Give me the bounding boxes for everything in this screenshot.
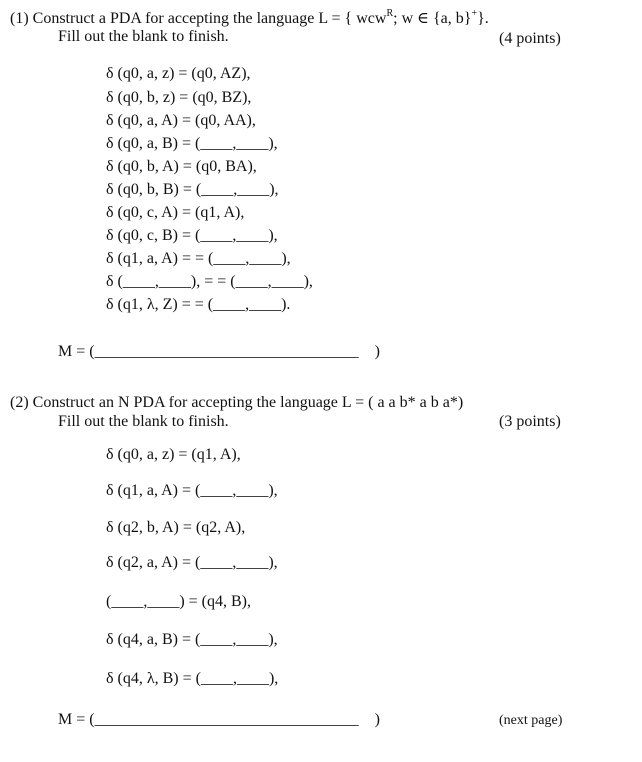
q1-transition: δ (q1, a, A) = = (____,____), [106, 250, 291, 267]
q1-transition: δ (q0, a, z) = (q0, AZ), [106, 65, 251, 82]
q1-points: (4 points) [499, 30, 561, 47]
q1-transition: δ (q0, b, z) = (q0, BZ), [106, 89, 252, 106]
q2-transition: δ (q0, a, z) = (q1, A), [106, 446, 241, 463]
q1-transition: δ (q0, c, A) = (q1, A), [106, 204, 245, 221]
q1-transition: δ (q1, λ, Z) = = (____,____). [106, 296, 291, 313]
q1-machine-definition: M = (_________________________________ ) [58, 343, 380, 360]
q2-points: (3 points) [499, 413, 561, 430]
q1-header-sup2: + [471, 8, 478, 19]
q1-header-sup: R [386, 8, 394, 19]
q2-transition: δ (q2, a, A) = (____,____), [106, 554, 278, 571]
q2-transition: δ (q1, a, A) = (____,____), [106, 482, 278, 499]
next-page-note: (next page) [499, 713, 563, 728]
q1-header-suffix: }. [477, 10, 489, 27]
q1-instruction: Fill out the blank to finish. [58, 28, 229, 45]
q2-transition: (____,____) = (q4, B), [106, 593, 252, 610]
q1-transition: δ (q0, c, B) = (____,____), [106, 227, 278, 244]
q1-transition: δ (q0, a, A) = (q0, AA), [106, 112, 256, 129]
q1-header [10, 8, 489, 28]
q1-header-prefix: (1) Construct a PDA for accepting the language L = { wcw [10, 10, 387, 27]
q2-transition: δ (q4, λ, B) = (____,____), [106, 670, 279, 687]
q2-machine-definition: M = (_________________________________ ) [58, 711, 380, 728]
q2-transition: δ (q4, a, B) = (____,____), [106, 631, 278, 648]
q1-transition: δ (____,____), = = (____,____), [106, 273, 313, 290]
q2-instruction: Fill out the blank to finish. [58, 413, 229, 430]
q1-header-mid: ; w ∈ {a, b} [393, 10, 472, 27]
q2-header: (2) Construct an N PDA for accepting the language L = ( a a b* a b a*) [10, 394, 464, 411]
q1-transition: δ (q0, a, B) = (____,____), [106, 135, 278, 152]
q1-transition: δ (q0, b, A) = (q0, BA), [106, 158, 257, 175]
q1-transition: δ (q0, b, B) = (____,____), [106, 181, 279, 198]
q2-transition: δ (q2, b, A) = (q2, A), [106, 519, 246, 536]
